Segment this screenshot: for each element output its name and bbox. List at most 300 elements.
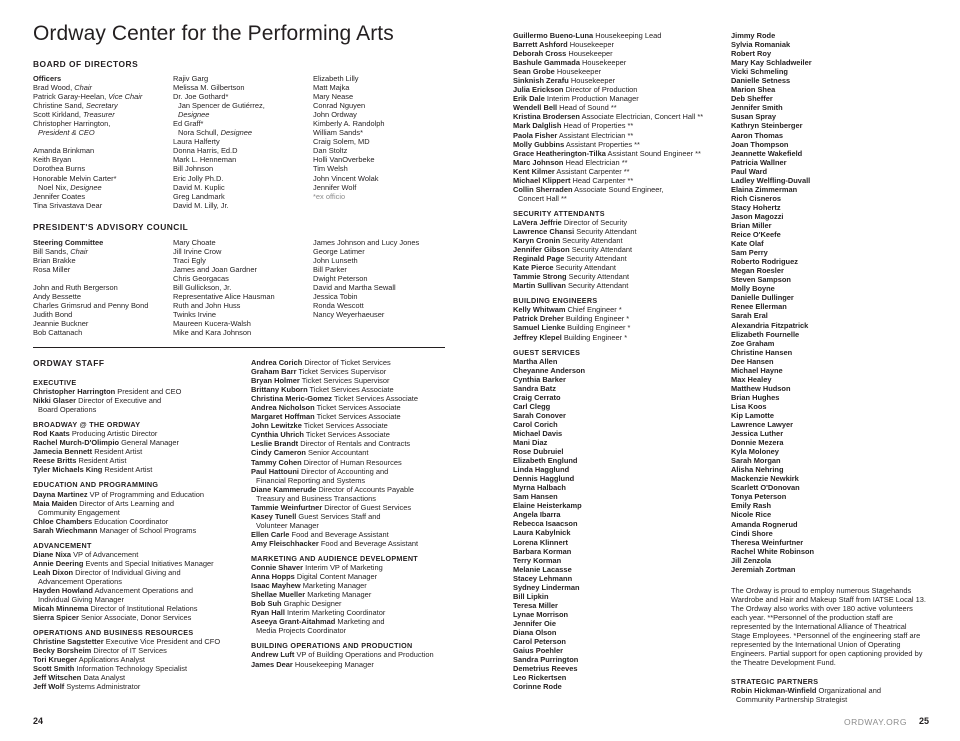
list-line [731,149,814,158]
staff-name: Kristina Brodersen [513,112,580,122]
list-line [513,236,703,245]
staff-role: Director of Executive and [76,396,162,406]
section-divider [33,347,445,348]
list-line [513,402,703,411]
entry-text: James Johnson and Lucy Jones [313,238,420,247]
staff-name: Leo Rickertsen [513,673,567,683]
staff-name: Lisa Koos [731,401,767,411]
list-line [513,501,703,510]
entry-text: Dwight Peterson [313,274,368,284]
staff-name: Tori Krueger [33,655,78,665]
staff-name: Deb Sheffer [731,94,773,104]
list-line [731,483,814,492]
staff-heading: ORDWAY STAFF [33,358,105,368]
staff-name: Christopher Harrington [33,387,116,397]
staff-name: Tammie Strong [513,272,567,282]
staff-role: Resident Artist [102,465,153,475]
staff-name: Grace Heatherington-Tilka [513,148,606,158]
staff-name: Carl Clegg [513,401,551,411]
entry-text: Christopher Harrington, [33,119,111,129]
list-line [513,474,703,483]
staff-name: Sandra Purrington [513,655,579,665]
list-line [251,394,434,403]
entry-text: George Latimer [313,247,365,257]
list-line [731,158,814,167]
staff-role: Housekeeper [554,67,602,77]
list-line [313,183,385,192]
list-line [173,238,275,247]
staff-name: Emily Rash [731,501,772,511]
staff-role: Security Attendant [566,272,630,282]
entry-text: Officers [33,74,62,83]
section-subheading: BUILDING OPERATIONS AND PRODUCTION [251,641,413,651]
list-line [731,257,814,266]
entry-title: Chair [70,247,88,257]
staff-name: Martha Allen [513,356,558,366]
staff-name: John Lewitzke [251,421,302,431]
list-line [731,275,814,284]
staff-role: Director of Institutional Relations [88,604,198,614]
staff-name: Gaius Poehler [513,646,564,656]
list-line [251,412,434,421]
list-line [173,101,265,110]
staff-name: Elizabeth Englund [513,456,578,466]
staff-role: Security Attendant [574,226,637,236]
list-line [513,420,703,429]
staff-name: Diane Nixa [33,549,72,559]
entry-text: Traci Egly [173,256,206,266]
staff-role: Treasury and Business Transactions [256,493,377,503]
staff-role: Head of Properties ** [561,121,634,131]
staff-role: Associate Sound Engineer, [572,184,664,194]
staff-name: Dennis Hagglund [513,474,575,484]
staff-role: Ticket Services Associate [303,430,390,440]
list-line [731,402,814,411]
list-line [731,565,814,574]
staff-name: Sarah Morgan [731,456,781,466]
list-line [173,301,275,310]
entry-text: John and Ruth Bergerson [33,283,118,293]
list-line [731,366,814,375]
staff-name: Bill Lipkin [513,591,549,601]
list-line [731,330,814,339]
list-line [251,539,434,548]
list-line [33,301,148,310]
list-line [513,447,703,456]
list-line [251,403,434,412]
staff-role: General Manager [119,438,180,448]
staff-name: Marc Johnson [513,157,564,167]
staff-name: Sylvia Romaniak [731,40,791,50]
entry-text: Elizabeth Lilly [313,74,359,83]
list-line [731,375,814,384]
staff-role: Building Engineer * [561,332,628,342]
list-line [313,164,385,173]
staff-name: Alisha Nehring [731,465,784,475]
entry-text: David M. Lilly, Jr. [173,200,229,210]
entry-text: Tim Welsh [313,164,348,174]
staff-name: Mary Kay Schladweiler [731,58,812,68]
list-line [513,519,703,528]
entry-text: Dorothea Burns [33,164,86,174]
list-line [33,74,142,83]
list-line [173,292,275,301]
list-line [513,333,703,342]
council-heading: PRESIDENT'S ADVISORY COUNCIL [33,222,189,232]
list-line [33,595,220,604]
staff-role: Information Technology Specialist [74,664,188,674]
council-col-3 [313,238,419,319]
staff-name: Sarah Eral [731,311,768,321]
entry-text: Dan Stoltz [313,146,348,156]
list-line [513,393,703,402]
list-line [513,31,703,40]
list-line [251,626,434,635]
staff-role: Head Carpenter ** [570,175,634,185]
staff-role: Associate Electrician, Concert Hall ** [579,112,704,122]
staff-name: Sydney Linderman [513,582,580,592]
list-line [513,158,703,167]
list-line [513,547,703,556]
list-line [33,192,142,201]
staff-name: Patricia Wallner [731,157,787,167]
staff-name: Julia Erickson [513,85,564,95]
list-line [731,212,814,221]
list-line [251,599,434,608]
staff-name: Barrett Ashford [513,40,568,50]
staff-name: Amanda Rognerud [731,519,798,529]
staff-name: Molly Gubbins [513,139,565,149]
list-line [33,274,148,283]
list-line [731,429,814,438]
staff-name: Mani Diaz [513,438,548,448]
list-line [513,375,703,384]
entry-title: Designee [70,182,102,192]
list-line [33,396,220,405]
staff-name: Diana Olson [513,628,557,637]
entry-text: John Lunseth [313,256,358,266]
staff-name: Kathryn Steinberger [731,121,803,131]
staff-name: Bryan Holmer [251,376,300,386]
staff-name: Lorena Klinnert [513,537,568,547]
list-line [33,292,148,301]
staff-name: Lawrence Lawyer [731,420,794,430]
staff-name: Molly Boyne [731,284,775,294]
list-line [731,339,814,348]
footer-url[interactable]: ORDWAY.ORG [844,717,907,727]
list-line [731,185,814,194]
list-line [513,112,703,121]
list-line [251,476,434,485]
staff-role: Security Attendant [560,236,623,246]
staff-name: Myrna Halbach [513,483,566,493]
staff-role: Digital Content Manager [294,572,378,582]
staff-name: Connie Shaver [251,563,304,573]
board-col-1 [33,74,142,210]
list-line [33,146,142,155]
list-line [313,238,419,247]
entry-text: Honorable Melvin Carter* [33,173,117,183]
staff-role: Director of IT Services [91,646,167,656]
staff-name: Elizabeth Fournelle [731,329,800,339]
staff-role: Housekeeper [567,40,614,50]
board-heading: BOARD OF DIRECTORS [33,59,139,69]
list-line [33,499,220,508]
staff-name: James Dear [251,659,293,669]
entry-text: Holli VanOverbeke [313,155,375,165]
staff-role: Security Attendant [565,281,629,291]
staff-role: Concert Hall ** [518,193,567,203]
list-line [513,583,703,592]
staff-name: Stacey Lehmann [513,573,573,583]
staff-name: Matthew Hudson [731,383,791,393]
staff-name: Cynthia Barker [513,374,566,384]
staff-name: Paola Fisher [513,130,558,140]
entry-text: Maureen Kucera-Walsh [173,319,251,329]
list-line [251,421,434,430]
list-line [513,254,703,263]
staff-role: President and CEO [115,387,182,397]
entry-text: Tina Srivastava Dear [33,200,103,210]
list-line [173,319,275,328]
section-subheading: BROADWAY @ THE ORDWAY [33,420,141,430]
staff-name: Patrick Dreher [513,314,564,324]
list-line [731,357,814,366]
list-line [731,112,814,121]
staff-role: Community Partnership Strategist [736,695,848,705]
list-line [173,146,265,155]
staff-name: Max Healey [731,374,772,384]
staff-role: Assistant Carpenter ** [554,166,630,176]
staff-name: Cheyanne Anderson [513,365,586,375]
staff-name: Jill Zenzola [731,555,772,565]
list-line [313,128,385,137]
staff-name: Corinne Rode [513,682,562,692]
entry-text: Bill Johnson [173,164,214,174]
list-line [513,167,703,176]
staff-note: The Ordway is proud to employ numerous Stagehands Wardrobe and Hair and Makeup Staff from IATSE Local 13. The Ordway also works with over 180 active volunteers each year. **Personnel of the production staff are represented by the International Alliance of Theatrical Stage Employees. *Personnel of the engineering staff are represented by the International Union of Operating Engineers. Partial support for open captioning provided by the Theatre Development Fund. [731,586,926,668]
staff-name: Sierra Spicer [33,613,79,623]
list-line [731,121,814,130]
list-line [513,140,703,149]
list-line [33,664,220,673]
list-line [33,673,220,682]
list-line [731,284,814,293]
staff-name: Megan Roesler [731,266,784,276]
staff-name: Wendell Bell [513,103,558,113]
section-subheading: SECURITY ATTENDANTS [513,208,605,218]
entry-text: Ruth and John Huss [173,301,241,311]
entry-text: Patrick Garay-Heelan, [33,92,109,102]
staff-role: VP of Building Operations and Production [294,650,434,660]
staff-role: Assistant Properties ** [564,139,640,149]
staff-role: Producing Artistic Director [69,429,158,439]
entry-text: Rosa Miller [33,265,71,275]
list-line [33,101,142,110]
list-line [513,556,703,565]
entry-text: Bob Cattanach [33,328,83,338]
list-line [33,137,142,146]
staff-name: Carol Peterson [513,637,566,647]
entry-text: Chris Georgacas [173,274,229,284]
list-line [173,283,275,292]
list-line [731,140,814,149]
list-line [33,247,148,256]
staff-name: Kelly Whitwam [513,305,566,315]
entry-text: Bill Gullickson, Jr. [173,283,232,293]
list-line [731,40,814,49]
list-line [33,283,148,292]
list-line [33,490,220,499]
staff-name: Terry Korman [513,555,562,565]
entry-text: Bill Parker [313,265,347,275]
list-line [251,530,434,539]
staff-name: Shellae Mueller [251,590,306,600]
staff-role: Media Projects Coordinator [256,626,347,636]
staff-role: Food and Beverage Assistant [289,529,389,539]
list-line [731,49,814,58]
staff-name: Sam Hansen [513,492,558,502]
entry-title: Chair [74,83,92,93]
staff-name: Sean Grobe [513,67,555,77]
staff-role: Ticket Services Associate [314,412,401,422]
staff-name: Becky Borsheim [33,646,92,656]
entry-text: Rajiv Garg [173,74,209,83]
entry-title: Vice Chair [108,92,143,102]
staff-name: Brittany Kuborn [251,385,308,395]
list-line [731,239,814,248]
list-line [33,559,220,568]
list-line [33,526,220,535]
staff-role: Advancement Operations [38,576,122,586]
staff-name: Bashule Gammada [513,58,580,68]
staff-name: Renee Ellerman [731,302,787,312]
staff-name: Jessica Luther [731,429,784,439]
list-line [731,474,814,483]
staff-role: Director of Ticket Services [302,358,391,367]
staff-name: Jamecia Bennett [33,447,93,457]
staff-name: Barbara Korman [513,546,572,556]
staff-name: Cindi Shore [731,528,773,538]
list-line [731,529,814,538]
list-line [513,103,703,112]
list-line [513,366,703,375]
staff-name: Elaina Zimmerman [731,184,798,194]
staff-name: Hayden Howland [33,585,93,595]
staff-role: Manager of School Programs [97,525,197,535]
staff-name: Mark Dalglish [513,121,562,131]
staff-name: Brian Hughes [731,392,780,402]
list-line [313,137,385,146]
staff-name: Dee Hansen [731,356,774,366]
list-line [513,538,703,547]
staff-name: Micah Minnema [33,604,89,614]
entry-text: Keith Bryan [33,155,72,165]
list-line [313,83,385,92]
staff-name: Guillermo Bueno-Luna [513,31,594,40]
page-title: Ordway Center for the Performing Arts [33,22,394,45]
list-line [513,314,703,323]
staff-name: Jeffrey Klepel [513,332,562,342]
staff-role: Ticket Services Associate [314,403,401,413]
list-line [731,321,814,330]
list-line [513,40,703,49]
list-line [33,637,220,646]
list-line [33,92,142,101]
staff-role: Interim Production Manager [544,94,639,104]
staff-role: Financial Reporting and Systems [256,475,366,485]
list-line [33,550,220,559]
partners-section [731,677,881,704]
list-line [731,456,814,465]
list-line [33,110,142,119]
list-line [731,103,814,112]
staff-name: Sinknish Zerafu [513,76,569,86]
list-line [173,155,265,164]
staff-name: Nicole Rice [731,510,772,520]
list-line [173,192,265,201]
staff-name: Andrew Luft [251,650,295,660]
list-line [513,176,703,185]
staff-name: Jeremiah Zortman [731,564,796,574]
list-line [513,628,703,637]
staff-name: Marion Shea [731,85,776,95]
list-line [731,67,814,76]
list-line [251,367,434,376]
list-line [731,411,814,420]
list-line [513,305,703,314]
list-line [513,272,703,281]
list-line [513,637,703,646]
list-line [731,221,814,230]
list-line [513,574,703,583]
list-line [731,420,814,429]
staff-role: Housekeeping Lead [593,31,662,40]
list-line [731,194,814,203]
list-line [173,174,265,183]
entry-title: President & CEO [38,128,95,138]
entry-text: Judith Bond [33,310,73,320]
entry-text: Laura Halferty [173,137,220,147]
entry-text: John Vincent Wolak [313,173,379,183]
staff-role: Building Engineer * [565,323,631,333]
staff-name: Scott Smith [33,664,75,674]
staff-role: Chief Engineer * [565,305,622,315]
list-line [251,376,434,385]
list-line [33,319,148,328]
staff-name: Christine Sagstetter [33,637,104,647]
list-line [251,439,434,448]
staff-name: Teresa Miller [513,600,558,610]
right-page-number: 25 [919,716,930,726]
staff-name: Kyla Moloney [731,447,779,457]
staff-name: Ladley Welfling-Duvall [731,175,811,185]
list-line [731,447,814,456]
list-line [173,128,265,137]
entry-text: David M. Kuplic [173,182,225,192]
list-line [513,49,703,58]
list-line [173,74,265,83]
entry-text: Bill Sands, [33,247,71,257]
list-line [513,131,703,140]
staff-role: Security Attendant [569,245,633,255]
list-line [173,119,265,128]
staff-name: Michael Klippert [513,175,571,185]
list-line [251,430,434,439]
entry-title: Designee [220,128,253,138]
entry-text: Representative Alice Hausman [173,292,275,302]
entry-text: Dr. Joe Gothard* [173,92,229,102]
